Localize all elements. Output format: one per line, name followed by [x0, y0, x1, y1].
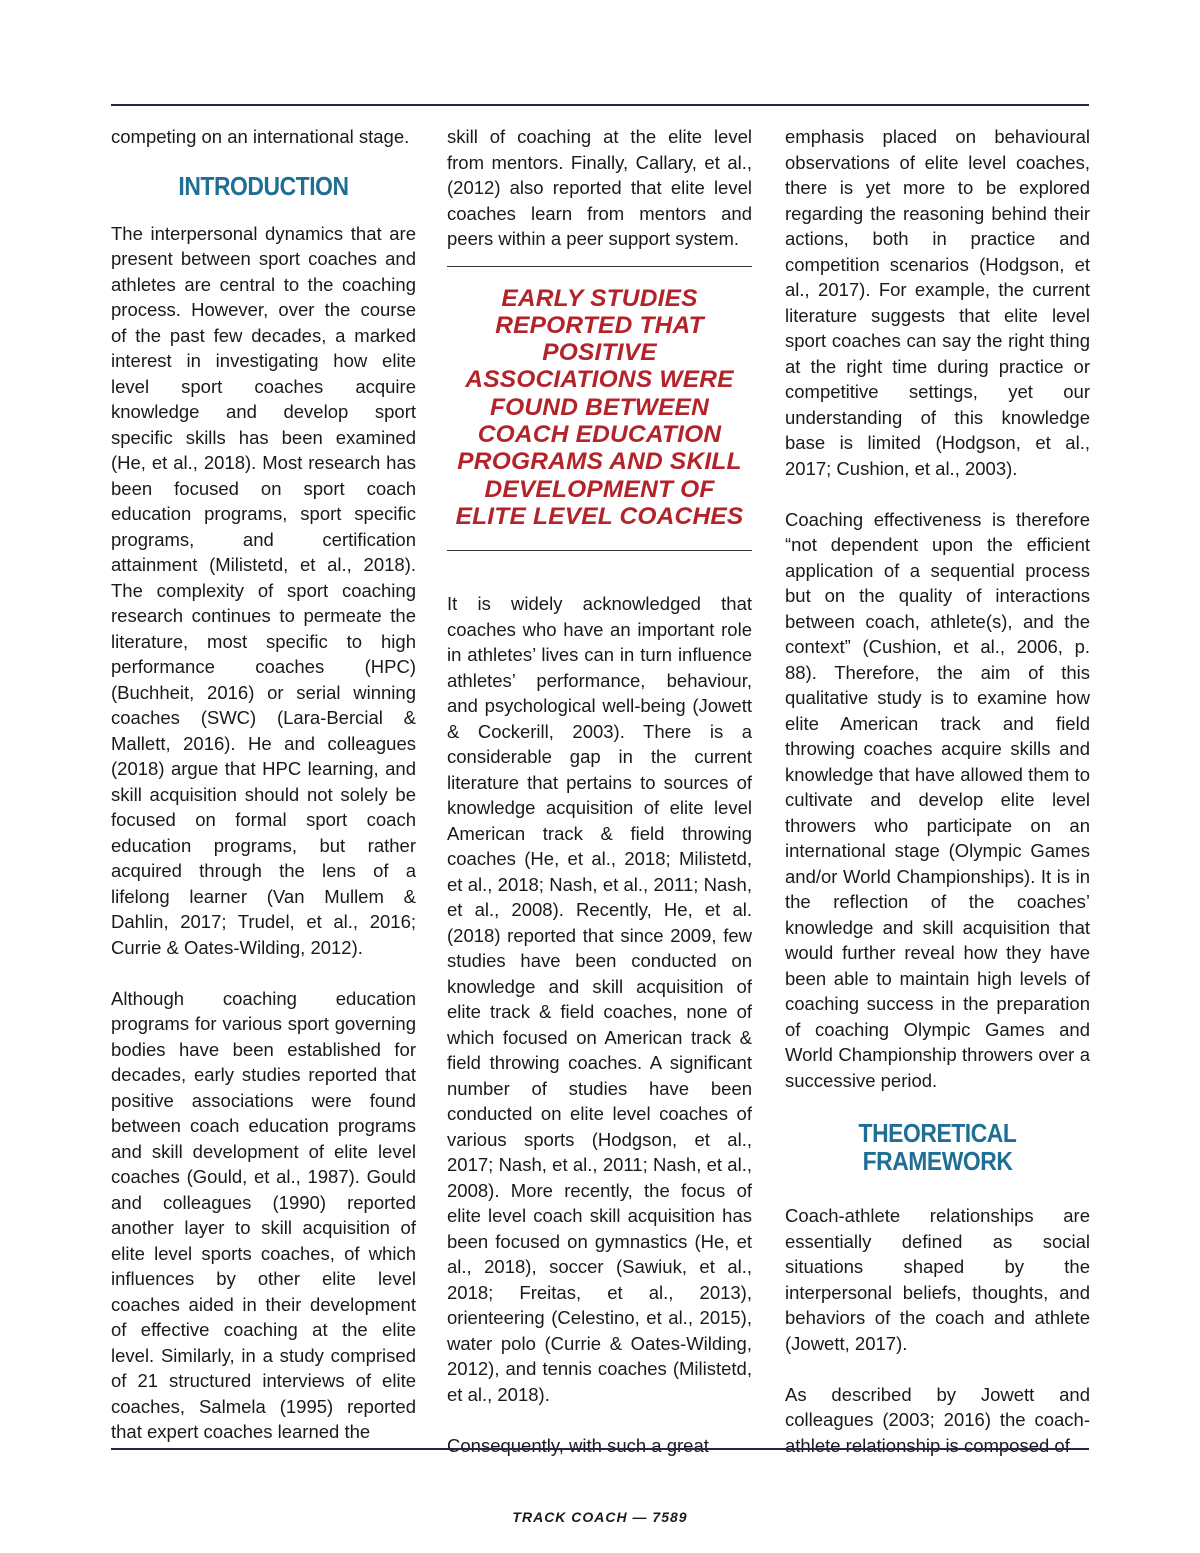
paragraph: It is widely acknowledged that coaches who have an important role in athletes’ lives can in turn influence athletes’ performance, behaviour, and psychological well-being (Jowett & Cockerill, 2003). There is a considerable gap in the current literature that pertains to sources of knowledge acquisition of elite level American track & field throwing coaches (He, et al., 2018; Milistetd, et al., 2018; Nash, et al., 2011; Nash, et al., 2008). Recently, He, et al. (2018) reported that since 2009, few studies have been conducted on knowledge and skill acquisition of elite track & field coaches, none of which focused on American track & field throwing coaches. A significant number of studies have been conducted on elite level coaches of various sports (Hodgson, et al., 2017; Nash, et al., 2011; Nash, et al., 2008). More recently, the focus of elite level coach skill acquisition has been focused on gymnastics (He, et al., 2018), soccer (Sawiuk, et al., 2018; Freitas, et al., 2013), orienteering (Celestino, et al., 2015), water polo (Currie & Oates-Wilding, 2012), and tennis coaches (Milistetd, et al., 2018). [447, 593, 752, 1405]
heading-line-1: THEORETICAL [858, 1118, 1017, 1148]
column-2 [447, 124, 752, 1458]
paragraph-continuation: competing on an international stage. [111, 126, 410, 147]
paragraph: Although coaching education programs for various sport governing bodies have been established for decades, early studies reported that positive associations were found between coach education programs and skill development of elite level coaches (Gould, et al., 1987). Gould and colleagues (1990) reported another layer to skill acquisition of elite level sports coaches, of which influences by other elite level coaches aided in their development of effective coaching at the elite level. Similarly, in a study comprised of 21 structured interviews of elite coaches, Salmela (1995) reported that expert coaches learned the [111, 987, 416, 1442]
paragraph: Consequently, with such a great [447, 1434, 709, 1456]
heading-line-2: FRAMEWORK [862, 1146, 1013, 1176]
paragraph: emphasis placed on behavioural observations of elite level coaches, there is yet more to be explored regarding the reasoning behind their actions, both in practice and competition scenarios (Hodgson, et al., 2017). For example, the current literature suggests that elite level sport coaches can say the right thing at the right time during practice or competitive settings, yet our understanding of this knowledge base is limited (Hodgson, et al., 2017; Cushion, et al., 2003). [785, 126, 1090, 479]
bottom-rule [111, 1448, 1089, 1450]
paragraph: The interpersonal dynamics that are present between sport coaches and athletes are central to the coaching process. However, over the course of the past few decades, a marked interest in investigating how elite level sport coaches acquire knowledge and develop sport specific skills has been examined (He, et al., 2018). Most research has been focused on sport coach education programs, sport specific programs, and certification attainment (Milistetd, et al., 2018). The complexity of sport coaching research continues to permeate the literature, most specific to high performance coaches (HPC) (Buchheit, 2016) or serial winning coaches (SWC) (Lara-Bercial & Mallett, 2016). He and colleagues (2018) argue that HPC learning, and skill acquisition should not solely be focused on formal sport coach education programs, but rather acquired through the lens of a lifelong learner (Van Mullem & Dahlin, 2017; Trudel, et al., 2016; Currie & Oates-Wilding, 2012). [111, 222, 416, 958]
pull-quote: EARLY STUDIES REPORTED THAT POSITIVE ASSOCIATIONS WERE FOUND BETWEEN COACH EDUCATION PROGRAMS AND SKILL DEVELOPMENT OF ELITE LEVEL COACHES [447, 266, 752, 552]
theoretical-framework-heading [803, 1119, 1071, 1175]
paragraph: Coach-athlete relationships are essentially defined as social situations shaped by the interpersonal beliefs, thoughts, and behaviors of the coach and athlete (Jowett, 2017). [785, 1205, 1090, 1354]
introduction-heading: INTRODUCTION [178, 170, 349, 201]
paragraph: Coaching effectiveness is therefore “not dependent upon the efficient application of a sequential process but on the quality of interactions between coach, athlete(s), and the context” (Cushion, et al., 2006, p. 88). Therefore, the aim of this qualitative study is to examine how elite American track and field throwing coaches acquire skills and knowledge that have allowed them to cultivate and develop elite level throwers who participate on an international stage (Olympic Games and/or World Championships). It is in the reflection of the coaches’ knowledge and skill acquisition that would further reveal how they have been able to maintain high levels of coaching success in the preparation of coaching Olympic Games and World Championship throwers over a successive period. [785, 508, 1090, 1091]
column-3 [785, 124, 1090, 1458]
column-1 [111, 124, 416, 1445]
page-footer: TRACK COACH — 7589 [512, 1509, 688, 1525]
top-rule [111, 104, 1089, 106]
paragraph: As described by Jowett and colleagues (2003; 2016) the coach-athlete relationship is composed of [785, 1383, 1090, 1456]
paragraph: skill of coaching at the elite level from mentors. Finally, Callary, et al., (2012) also reported that elite level coaches learn from mentors and peers within a peer support system. [447, 126, 752, 249]
